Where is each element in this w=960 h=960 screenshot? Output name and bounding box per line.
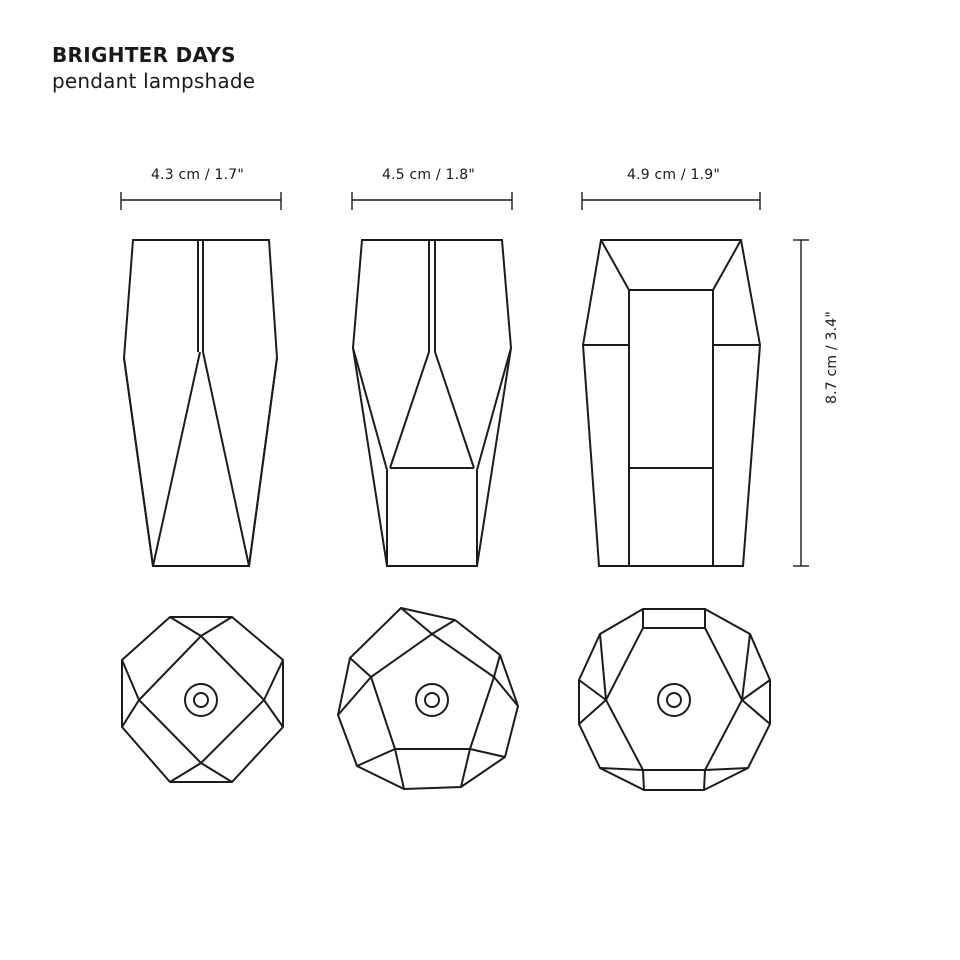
page-title: BRIGHTER DAYS xyxy=(52,43,236,67)
variant-3-plan xyxy=(579,609,770,790)
dimension-line-width-2 xyxy=(352,192,512,210)
dimension-line-width-1 xyxy=(121,192,281,210)
page-subtitle: pendant lampshade xyxy=(52,69,256,93)
dimension-line-height xyxy=(793,240,809,566)
dimension-label-width-2: 4.5 cm / 1.8" xyxy=(382,167,475,183)
dimension-label-height: 8.7 cm / 3.4" xyxy=(824,311,840,404)
variant-2-elevation xyxy=(353,240,511,566)
variant-3-elevation xyxy=(583,240,760,566)
dimension-label-width-1: 4.3 cm / 1.7" xyxy=(151,167,244,183)
variant-1-elevation xyxy=(124,240,277,566)
dimension-line-width-3 xyxy=(582,192,760,210)
variant-1-plan xyxy=(122,617,283,782)
dimension-label-width-3: 4.9 cm / 1.9" xyxy=(627,167,720,183)
variant-2-plan xyxy=(338,608,518,789)
